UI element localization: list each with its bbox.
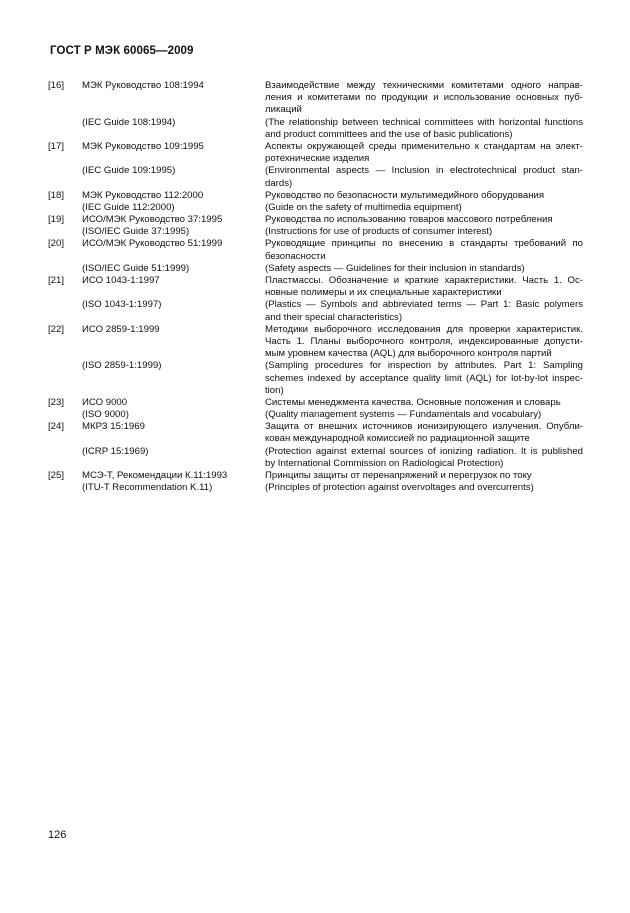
reference-line [0, 226, 630, 238]
reference-title: Пластмассы. Обозначение и краткие характеристики. Часть 1. Ос- [265, 275, 583, 286]
reference-title: Системы менеджмента качества. Основные положения и словарь [265, 396, 561, 408]
reference-title: ликаций [265, 104, 302, 116]
reference-title: (Guide on the safety of multimedia equipment) [265, 201, 462, 213]
reference-number: [19] [48, 214, 65, 226]
reference-line [0, 409, 630, 421]
reference-title: новные полимеры и их специальные характеристики [265, 287, 502, 299]
reference-title: schemes indexed by acceptance quality limit (AQL) for lot-by-lot inspec- [265, 372, 583, 384]
reference-title: (Environmental aspects — Inclusion in electrotechnical product stan- [265, 165, 583, 177]
reference-line [0, 202, 630, 214]
reference-line [0, 287, 630, 299]
reference-entry [0, 238, 630, 275]
reference-document-id: (ISO 2859-1:1999) [82, 360, 162, 372]
reference-title: (Instructions for use of products of consumer interest) [265, 226, 493, 238]
reference-document-id: (ITU-T Recommendation K.11) [82, 482, 213, 494]
reference-line [0, 446, 630, 458]
reference-line [0, 141, 630, 153]
reference-entry [0, 190, 630, 214]
reference-line [0, 263, 630, 275]
reference-title: dards) [265, 177, 293, 189]
reference-number: [20] [48, 238, 65, 250]
reference-line [0, 153, 630, 165]
reference-document-id: МКРЗ 15:1969 [82, 421, 145, 433]
reference-title: and their special characteristics) [265, 311, 403, 323]
reference-title: Руководство по безопасности мультимедийного оборудования [265, 189, 545, 201]
reference-entry [0, 214, 630, 238]
reference-line [0, 117, 630, 129]
reference-document-id: МЭК Руководство 112:2000 [82, 189, 204, 201]
bibliography-list [0, 80, 630, 494]
reference-number: [18] [48, 189, 65, 201]
reference-document-id: (ICRP 15:1969) [82, 445, 149, 457]
reference-line [0, 190, 630, 202]
reference-title: (The relationship between technical committees with horizontal functions [265, 116, 583, 128]
reference-entry [0, 275, 630, 324]
reference-document-id: ИСО 9000 [82, 396, 128, 408]
reference-line [0, 348, 630, 360]
reference-line [0, 421, 630, 433]
reference-title: (Quality management systems — Fundamentals and vocabulary) [265, 409, 542, 421]
reference-line [0, 251, 630, 263]
reference-title: ротехнические изделия [265, 153, 370, 165]
reference-title: Руководства по использованию товаров массового потребления [265, 214, 553, 226]
reference-document-id: (IEC Guide 108:1994) [82, 116, 176, 128]
reference-title: Часть 1. Планы выборочного контроля, индексированные допусти- [265, 335, 583, 347]
reference-title: and product committees and the use of basic publications) [265, 128, 513, 140]
reference-document-id: ИСО/МЭК Руководство 51:1999 [82, 238, 223, 250]
reference-number: [22] [48, 323, 65, 335]
reference-document-id: (ISO 1043-1:1997) [82, 299, 162, 311]
reference-document-id: МЭК Руководство 109:1995 [82, 140, 204, 152]
reference-document-id: (ISO/IEC Guide 51:1999) [82, 262, 190, 274]
reference-line [0, 312, 630, 324]
reference-entry [0, 324, 630, 397]
reference-document-id: (ISO/IEC Guide 37:1995) [82, 226, 190, 238]
reference-title: (Plastics — Symbols and abbreviated terms — Part 1: Basic polymers [265, 299, 583, 311]
reference-line [0, 433, 630, 445]
reference-line [0, 80, 630, 92]
reference-document-id: (IEC Guide 112:2000) [82, 201, 175, 213]
reference-title: Аспекты окружающей среды применительно к стандартам на элект- [265, 140, 583, 152]
reference-document-id: МЭК Руководство 108:1994 [82, 80, 204, 91]
reference-number: [25] [48, 470, 65, 481]
reference-title: безопасности [265, 250, 326, 262]
reference-title: (Sampling procedures for inspection by attributes. Part 1: Sampling [265, 360, 583, 372]
reference-line [0, 92, 630, 104]
reference-document-id: ИСО 1043-1:1997 [82, 275, 160, 286]
reference-line [0, 385, 630, 397]
reference-document-id: МСЭ-Т, Рекомендации К.11:1993 [82, 470, 228, 481]
document-header: ГОСТ Р МЭК 60065—2009 [50, 45, 194, 57]
reference-line [0, 214, 630, 226]
reference-title: Защита от внешних источников ионизирующего излучения. Опубли- [265, 421, 583, 433]
reference-line [0, 129, 630, 141]
reference-entry [0, 80, 630, 141]
reference-title: (Protection against external sources of ionizing radiation. It is published [265, 445, 583, 457]
reference-line [0, 373, 630, 385]
reference-number: [23] [48, 396, 65, 408]
reference-line [0, 165, 630, 177]
reference-line [0, 178, 630, 190]
reference-line [0, 360, 630, 372]
reference-title: Взаимодействие между техническими комитетами одного направ- [265, 80, 583, 91]
reference-number: [17] [48, 140, 65, 152]
reference-document-id: (IEC Guide 109:1995) [82, 165, 176, 177]
reference-title: мым уровнем качества (AQL) для выборочного контроля партий [265, 348, 552, 360]
reference-title: Руководящие принципы по внесению в стандарты требований по [265, 238, 583, 250]
reference-title: ления и комитетами по продукции и использование основных пуб- [265, 92, 583, 104]
reference-entry [0, 470, 630, 494]
reference-line [0, 238, 630, 250]
reference-document-id: ИСО 2859-1:1999 [82, 323, 160, 335]
reference-line [0, 482, 630, 494]
reference-line [0, 104, 630, 116]
reference-title: by International Commission on Radiological Protection) [265, 457, 504, 469]
reference-title: tion) [265, 384, 284, 396]
reference-number: [21] [48, 275, 65, 286]
reference-title: кован международной комиссией по радиационной защите [265, 433, 530, 445]
reference-title: (Principles of protection against overvoltages and overcurrents) [265, 482, 534, 494]
reference-entry [0, 141, 630, 190]
reference-line [0, 397, 630, 409]
reference-line [0, 324, 630, 336]
reference-line [0, 299, 630, 311]
reference-line [0, 470, 630, 482]
reference-title: Методики выборочного исследования для проверки характеристик. [265, 323, 583, 335]
reference-entry [0, 421, 630, 470]
reference-number: [16] [48, 80, 65, 91]
reference-title: (Safety aspects — Guidelines for their inclusion in standards) [265, 262, 525, 274]
reference-line [0, 458, 630, 470]
reference-document-id: ИСО/МЭК Руководство 37:1995 [82, 214, 223, 226]
page-number: 126 [48, 829, 67, 841]
reference-number: [24] [48, 421, 65, 433]
reference-line [0, 275, 630, 287]
reference-entry [0, 397, 630, 421]
reference-title: Принципы защиты от перенапряжений и перегрузок по току [265, 470, 532, 481]
reference-line [0, 336, 630, 348]
reference-document-id: (ISO 9000) [82, 409, 129, 421]
